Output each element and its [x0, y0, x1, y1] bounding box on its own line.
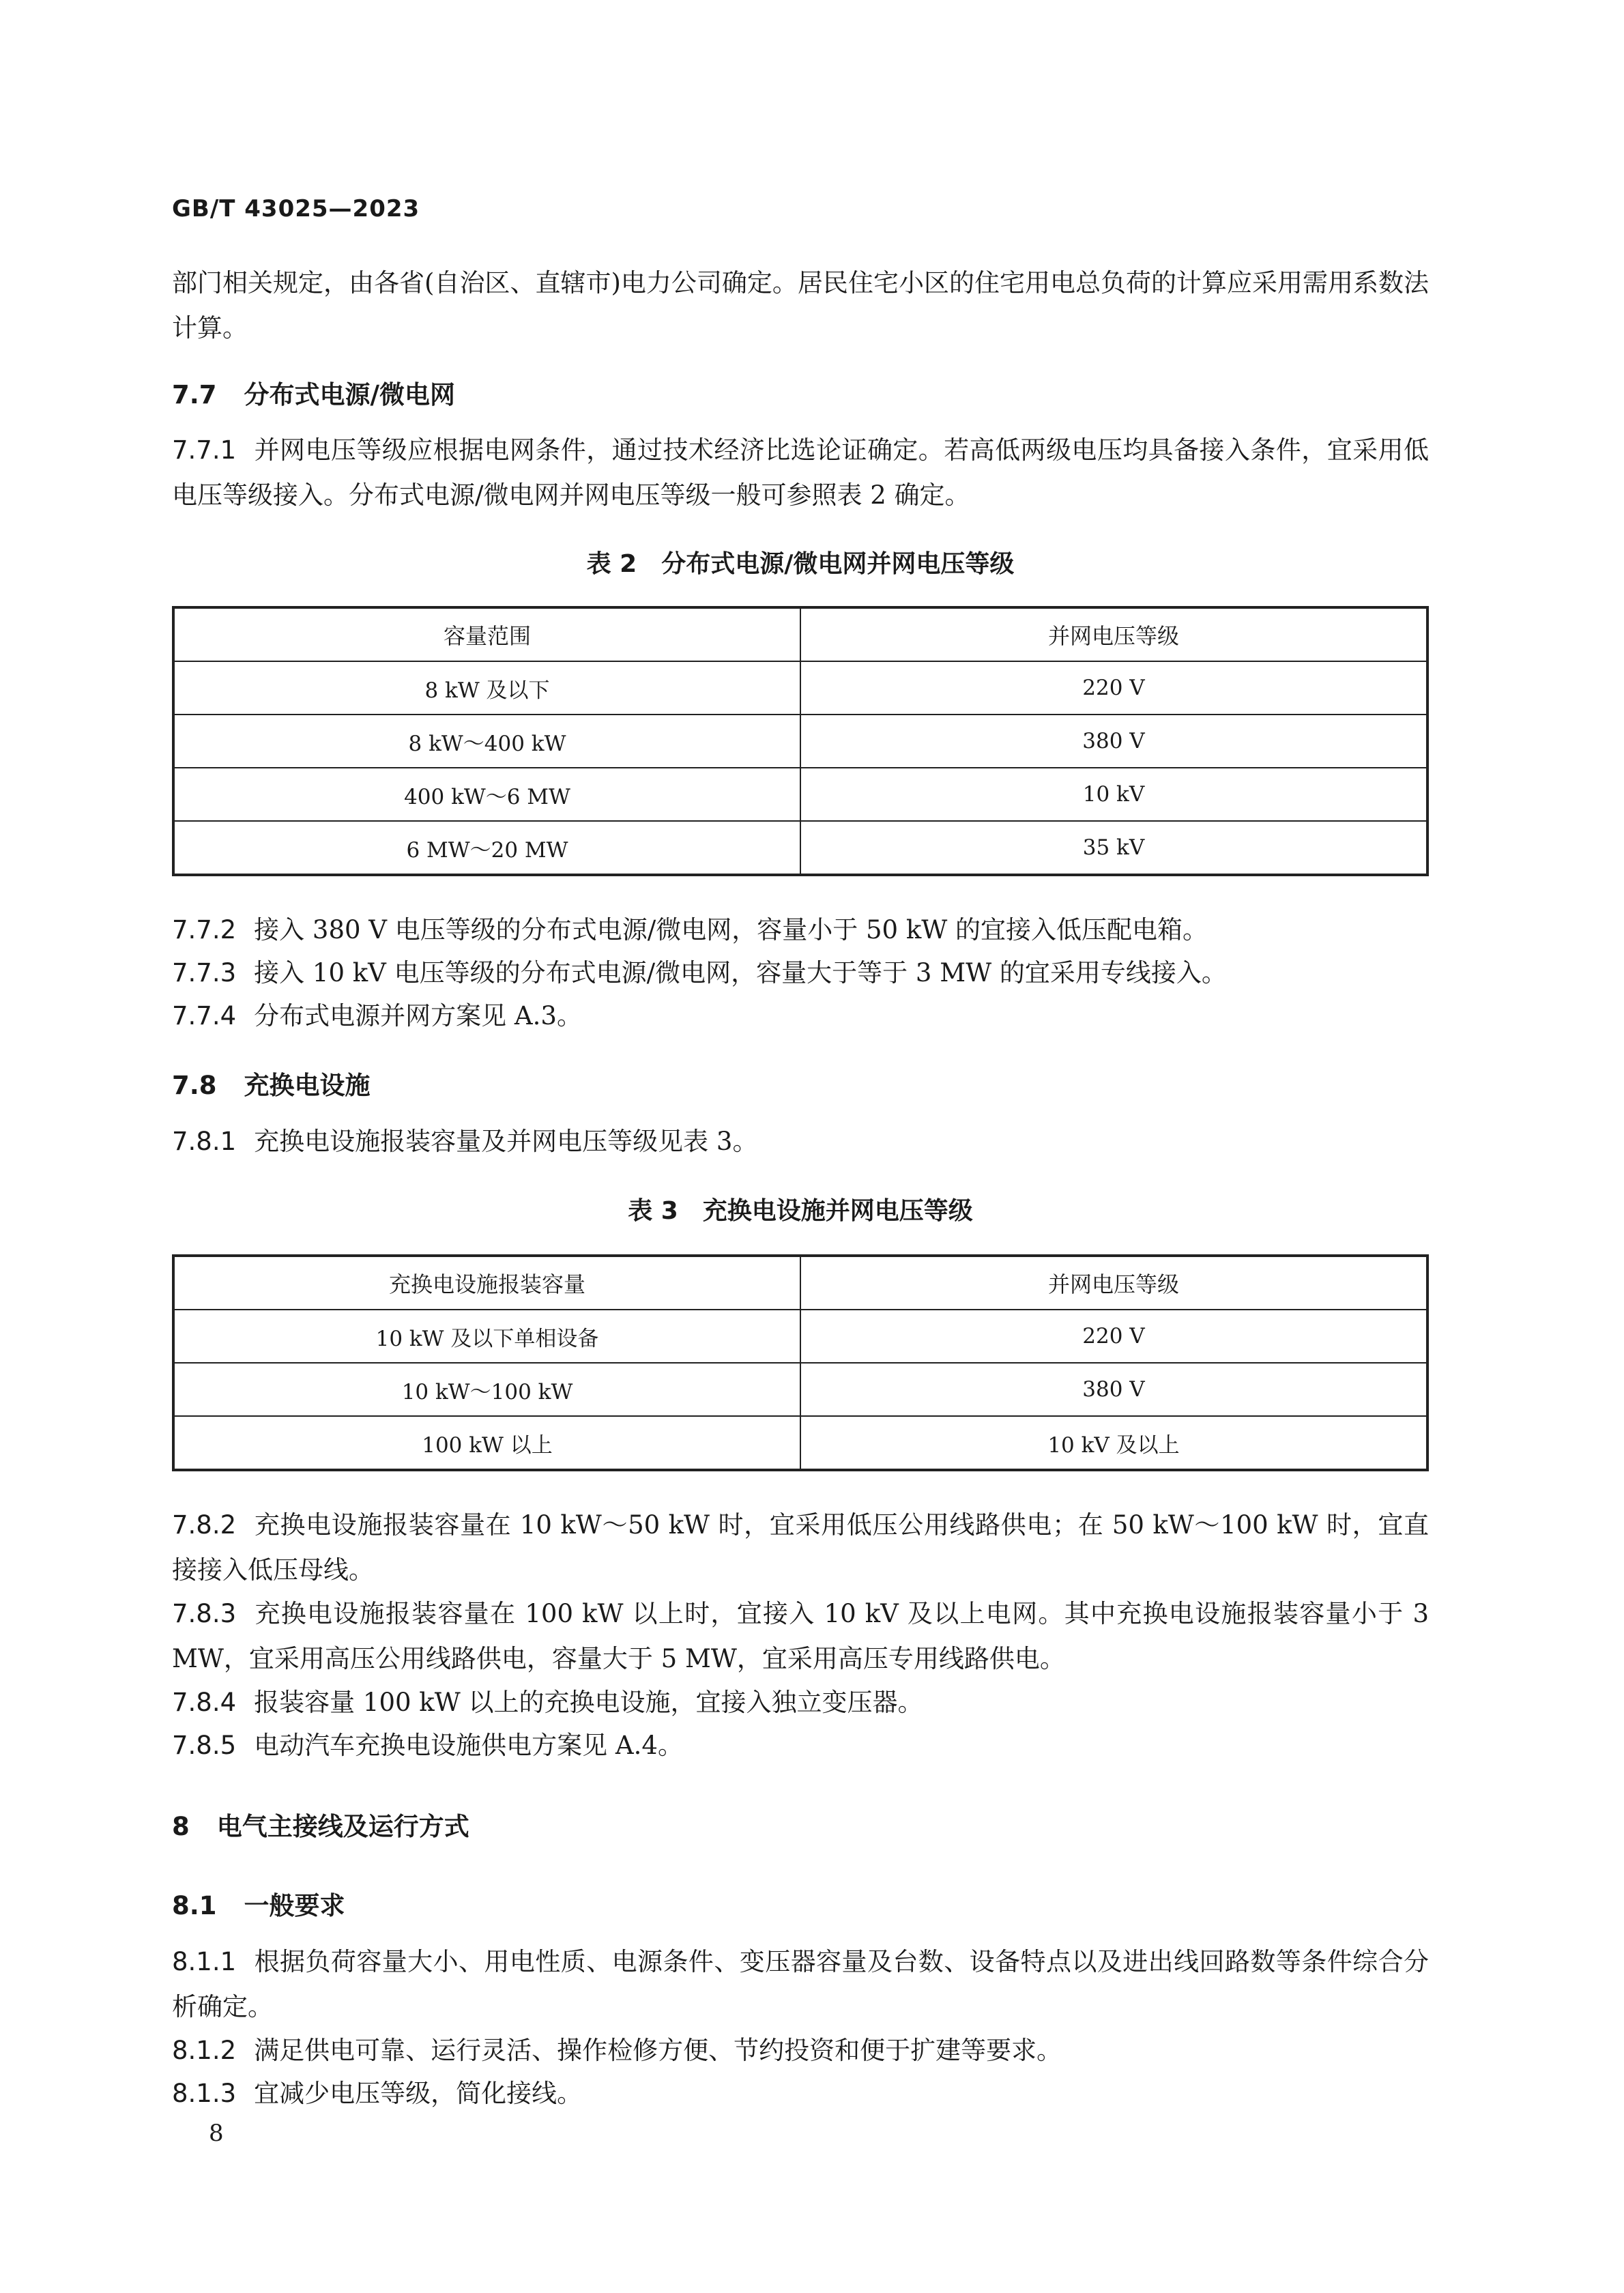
table-row [173, 715, 1427, 768]
heading-number: 7.7 [172, 380, 217, 409]
clause-number: 7.8.3 [172, 1599, 237, 1628]
clause-7-7-1 [172, 428, 1429, 518]
clause-7-7-4 [172, 994, 1429, 1039]
table-cell: 220 V [800, 661, 1427, 715]
clause-number: 8.1.2 [172, 2036, 237, 2065]
clause-text: 充换电设施报装容量及并网电压等级见表 3。 [254, 1127, 758, 1156]
table-cell: 35 kV [800, 821, 1427, 875]
table3 [172, 1254, 1429, 1471]
clause-text: 满足供电可靠、运行灵活、操作检修方便、节约投资和便于扩建等要求。 [254, 2036, 1062, 2065]
heading-title: 一般要求 [244, 1891, 345, 1920]
table3-title: 充换电设施并网电压等级 [702, 1197, 973, 1225]
table-row [173, 1416, 1427, 1470]
clause-7-8-1 [172, 1119, 1429, 1164]
clause-number: 8.1.1 [172, 1947, 237, 1976]
heading-title: 电气主接线及运行方式 [216, 1812, 469, 1841]
clause-number: 7.8.2 [172, 1510, 237, 1540]
heading-number: 8.1 [172, 1891, 217, 1920]
clause-number: 8.1.3 [172, 2079, 237, 2108]
clause-7-7-2 [172, 908, 1429, 953]
clause-7-8-5 [172, 1723, 1429, 1768]
table-row [173, 1363, 1427, 1416]
clause-text: 报装容量 100 kW 以上的充换电设施，宜接入独立变压器。 [254, 1688, 923, 1717]
table-row [173, 1310, 1427, 1363]
clause-8-1-1 [172, 1939, 1429, 2030]
table3-header-capacity: 充换电设施报装容量 [173, 1256, 800, 1310]
heading-8-1 [172, 1885, 345, 1922]
clause-text: 充换电设施报装容量在 10 kW～50 kW 时，宜采用低压公用线路供电；在 50 kW～100 kW 时，宜直接接入低压母线。 [172, 1510, 1429, 1585]
clause-number: 7.7.2 [172, 915, 237, 944]
clause-number: 7.7.1 [172, 435, 237, 465]
table2-caption [172, 545, 1429, 579]
table-cell: 8 kW 及以下 [173, 661, 800, 715]
table-cell: 10 kW～100 kW [173, 1363, 800, 1416]
table-cell: 8 kW～400 kW [173, 715, 800, 768]
table-row [173, 821, 1427, 875]
clause-text: 分布式电源并网方案见 A.3。 [254, 1001, 582, 1030]
clause-8-1-3 [172, 2071, 1429, 2116]
table2-header-capacity: 容量范围 [173, 607, 800, 661]
clause-number: 7.8.5 [172, 1731, 237, 1760]
table2 [172, 606, 1429, 876]
table-cell: 6 MW～20 MW [173, 821, 800, 875]
clause-text: 根据负荷容量大小、用电性质、电源条件、变压器容量及台数、设备特点以及进出线回路数等条件综合分析确定。 [172, 1947, 1429, 2021]
paragraph-continuation: 部门相关规定，由各省(自治区、直辖市)电力公司确定。居民住宅小区的住宅用电总负荷的计算应采用需用系数法计算。 [172, 268, 1429, 343]
clause-number: 7.7.3 [172, 958, 237, 987]
table3-number: 表 3 [628, 1197, 678, 1225]
table-cell: 10 kV [800, 768, 1427, 821]
heading-7-7 [172, 374, 455, 411]
clause-text: 并网电压等级应根据电网条件，通过技术经济比选论证确定。若高低两级电压均具备接入条件，宜采用低电压等级接入。分布式电源/微电网并网电压等级一般可参照表 2 确定。 [172, 435, 1429, 510]
table-cell: 400 kW～6 MW [173, 768, 800, 821]
page-number: 8 [209, 2120, 224, 2147]
table2-header-row [173, 607, 1427, 661]
heading-number: 7.8 [172, 1071, 217, 1100]
heading-8 [172, 1806, 469, 1843]
heading-number: 8 [172, 1812, 190, 1841]
clause-7-8-4 [172, 1680, 1429, 1725]
table2-title: 分布式电源/微电网并网电压等级 [661, 550, 1015, 578]
table-cell: 380 V [800, 1363, 1427, 1416]
table-row [173, 661, 1427, 715]
heading-title: 分布式电源/微电网 [244, 380, 456, 409]
clause-text: 充换电设施报装容量在 100 kW 以上时，宜接入 10 kV 及以上电网。其中充换电设施报装容量小于 3 MW，宜采用高压公用线路供电，容量大于 5 MW，宜采用高压专用线路供电。 [172, 1599, 1429, 1673]
clause-7-7-3 [172, 951, 1429, 996]
table-cell: 220 V [800, 1310, 1427, 1363]
clause-number: 7.8.4 [172, 1688, 237, 1717]
table3-header-voltage: 并网电压等级 [800, 1256, 1427, 1310]
table2-number: 表 2 [586, 550, 637, 578]
clause-text: 接入 380 V 电压等级的分布式电源/微电网，容量小于 50 kW 的宜接入低压配电箱。 [254, 915, 1208, 944]
table-row [173, 768, 1427, 821]
clause-8-1-2 [172, 2028, 1429, 2073]
clause-number: 7.7.4 [172, 1001, 237, 1030]
clause-text: 接入 10 kV 电压等级的分布式电源/微电网，容量大于等于 3 MW 的宜采用专线接入。 [254, 958, 1227, 987]
heading-7-8 [172, 1065, 371, 1101]
table3-caption [172, 1192, 1429, 1226]
table-cell: 10 kW 及以下单相设备 [173, 1310, 800, 1363]
clause-7-8-3 [172, 1591, 1429, 1682]
clause-number: 7.8.1 [172, 1127, 237, 1156]
clause-7-8-2 [172, 1503, 1429, 1593]
clause-text: 宜减少电压等级，简化接线。 [254, 2079, 583, 2108]
table3-header-row [173, 1256, 1427, 1310]
heading-title: 充换电设施 [244, 1071, 371, 1100]
clause-text: 电动汽车充换电设施供电方案见 A.4。 [254, 1731, 683, 1760]
table-cell: 10 kV 及以上 [800, 1416, 1427, 1470]
standard-id: GB/T 43025—2023 [172, 195, 420, 222]
table-cell: 380 V [800, 715, 1427, 768]
table-cell: 100 kW 以上 [173, 1416, 800, 1470]
table2-header-voltage: 并网电压等级 [800, 607, 1427, 661]
